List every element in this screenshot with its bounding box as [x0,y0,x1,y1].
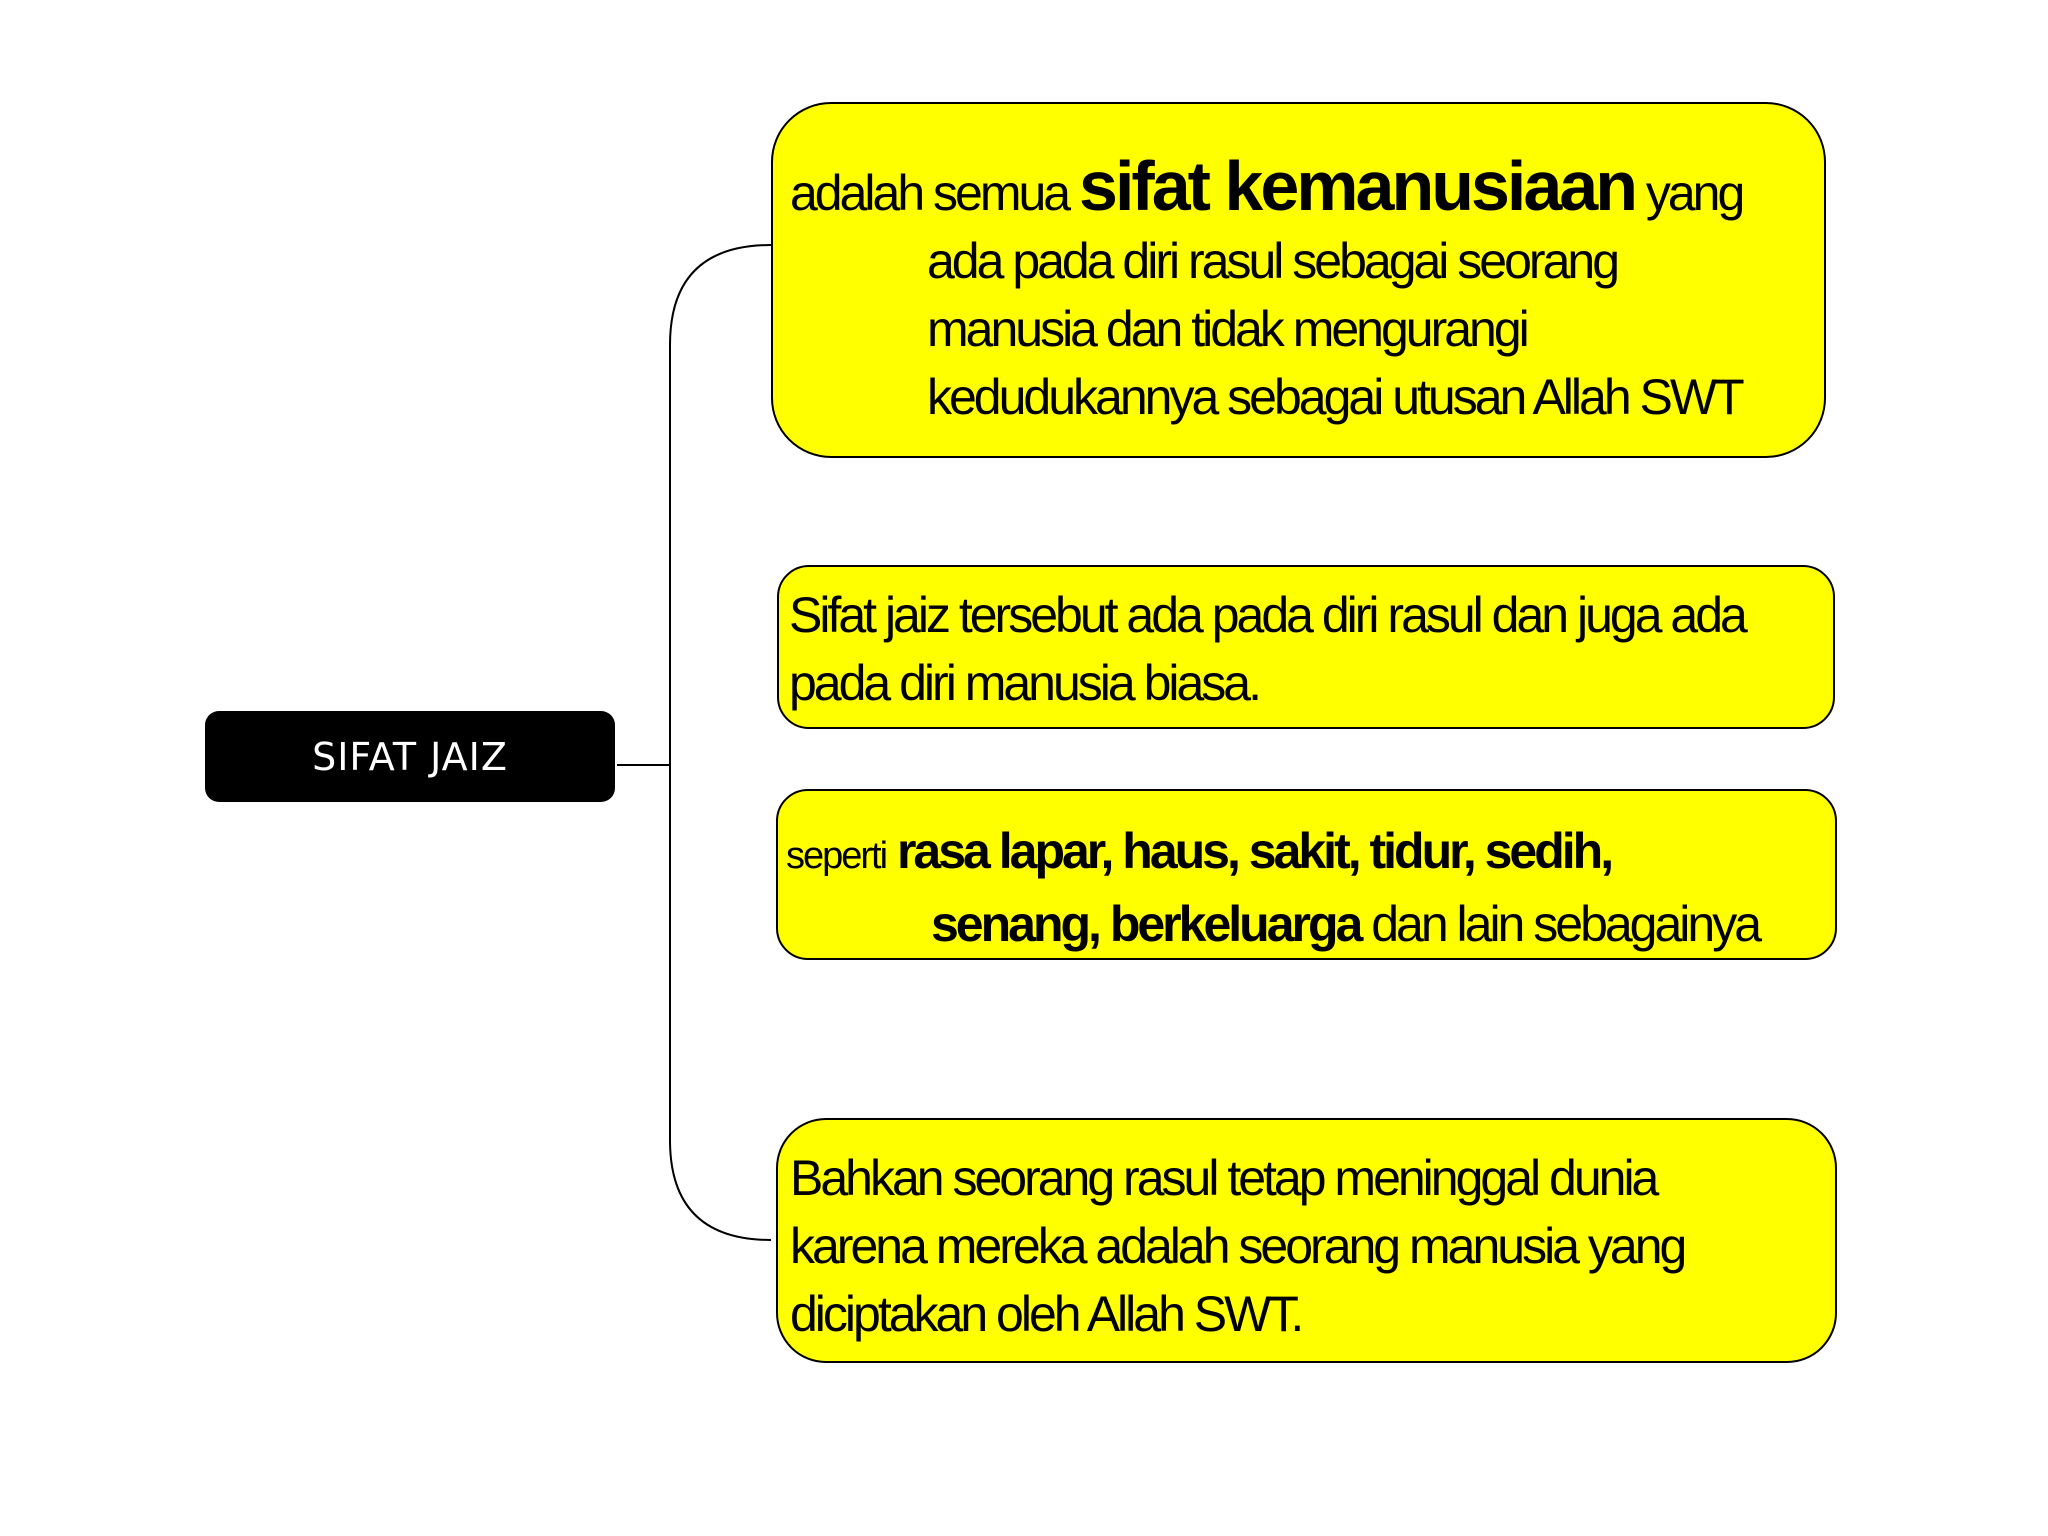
box1-tail: yang [1645,165,1743,221]
box3-bold-2: senang, berkeluarga [931,896,1361,952]
box3-bold-1: rasa lapar, haus, sakit, tidur, sedih, [896,823,1612,879]
box1-lead: adalah semua [790,165,1069,221]
box1-emphasis: sifat kemanusiaan [1079,147,1635,225]
box1-line-1 [790,147,1824,227]
box2-line-2: pada diri manusia biasa. [789,655,1259,711]
root-node [205,711,615,802]
box1-line-3: manusia dan tidak mengurangi [927,301,1527,357]
box3-tail: dan lain sebagainya [1371,896,1760,952]
box3-line-1 [786,817,1835,890]
branch-bracket [670,245,771,1240]
branch-box-mortality [776,1118,1837,1363]
box4-line-1: Bahkan seorang rasul tetap meninggal dunia [790,1150,1657,1206]
branch-box-examples [776,789,1837,960]
box3-lead: seperti [786,835,887,877]
branch-box-shared-trait [777,565,1835,729]
box2-line-1: Sifat jaiz tersebut ada pada diri rasul dan juga ada [789,587,1745,643]
box4-line-2: karena mereka adalah seorang manusia yang [790,1218,1685,1274]
box1-line-4: kedudukannya sebagai utusan Allah SWT [927,369,1742,425]
box4-line-3: diciptakan oleh Allah SWT. [790,1286,1302,1342]
root-label: SIFAT JAIZ [312,734,508,779]
box3-line-2 [786,890,1835,958]
box1-line-2: ada pada diri rasul sebagai seorang [927,233,1617,289]
branch-box-definition [771,102,1826,458]
